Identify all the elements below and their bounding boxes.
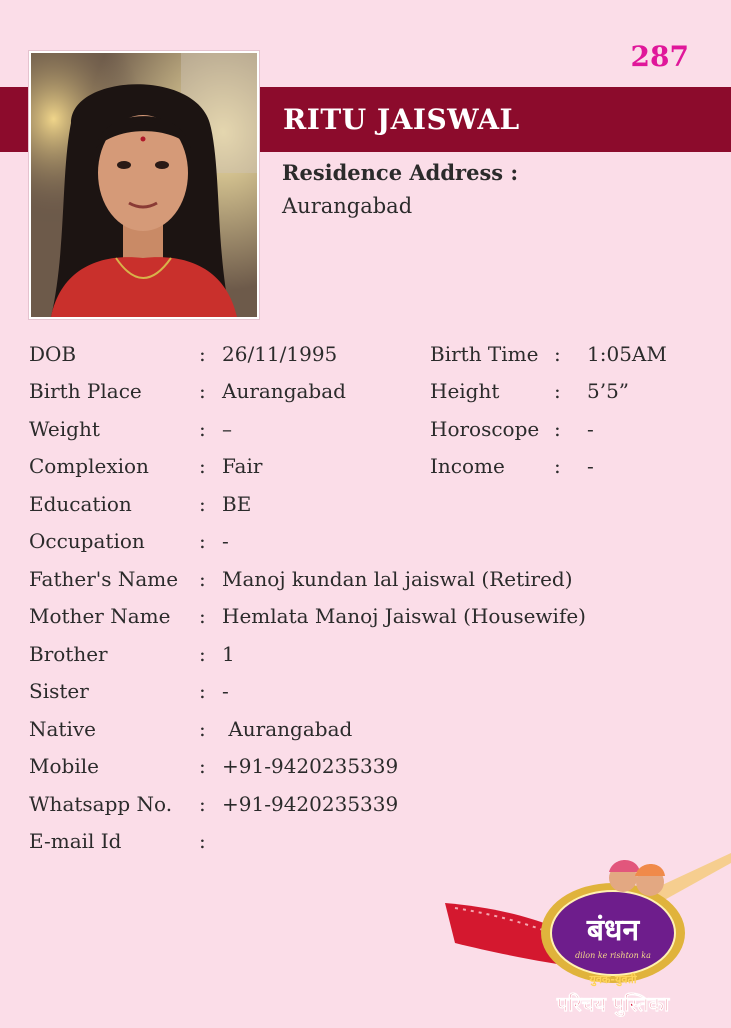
detail-label: Mobile <box>29 754 99 778</box>
detail-value: 5’5” <box>587 379 630 403</box>
residence-address-value: Aurangabad <box>282 194 413 218</box>
detail-value: Manoj kundan lal jaiswal (Retired) <box>222 567 573 591</box>
detail-colon: : <box>199 492 206 516</box>
detail-colon: : <box>554 417 561 441</box>
detail-value: Hemlata Manoj Jaiswal (Housewife) <box>222 604 586 628</box>
detail-value: 1 <box>222 642 235 666</box>
detail-label: Brother <box>29 642 108 666</box>
detail-value: – <box>222 417 232 441</box>
detail-colon: : <box>199 679 206 703</box>
detail-colon: : <box>199 529 206 553</box>
detail-colon: : <box>199 417 206 441</box>
profile-name: RITU JAISWAL <box>283 103 520 136</box>
detail-label: Father's Name <box>29 567 179 591</box>
detail-label: Native <box>29 717 96 741</box>
detail-value: 1:05AM <box>587 342 667 366</box>
detail-colon: : <box>199 642 206 666</box>
detail-colon: : <box>199 342 206 366</box>
residence-address-label: Residence Address : <box>282 160 519 185</box>
detail-label: Occupation <box>29 529 145 553</box>
detail-label: Height <box>430 379 500 403</box>
detail-value: Aurangabad <box>222 379 346 403</box>
detail-value: - <box>587 417 594 441</box>
detail-value: - <box>587 454 594 478</box>
detail-label: Mother Name <box>29 604 171 628</box>
detail-label: Complexion <box>29 454 149 478</box>
detail-label: Birth Place <box>29 379 142 403</box>
detail-colon: : <box>554 342 561 366</box>
detail-colon: : <box>199 792 206 816</box>
bandhan-logo-graphic <box>445 848 731 1024</box>
detail-label: Sister <box>29 679 89 703</box>
detail-value: Fair <box>222 454 263 478</box>
detail-value: - <box>222 529 229 553</box>
detail-value: BE <box>222 492 252 516</box>
detail-colon: : <box>199 829 206 853</box>
detail-label: Horoscope <box>430 417 540 441</box>
detail-colon: : <box>554 379 561 403</box>
detail-label: DOB <box>29 342 77 366</box>
logo-subtitle-1: युवक-युवती <box>589 973 637 986</box>
logo-tagline: dilon ke rishton ka <box>575 951 651 960</box>
detail-colon: : <box>199 754 206 778</box>
detail-value: +91-9420235339 <box>222 792 399 816</box>
logo-subtitle-2: परिचय पुस्तिका <box>556 992 670 1016</box>
detail-value: +91-9420235339 <box>222 754 399 778</box>
bandhan-logo <box>445 848 731 1024</box>
page-number: 287 <box>630 40 689 73</box>
portrait-image <box>31 53 257 317</box>
detail-label: E-mail Id <box>29 829 122 853</box>
detail-value: Aurangabad <box>222 717 353 741</box>
detail-colon: : <box>199 454 206 478</box>
detail-label: Weight <box>29 417 100 441</box>
profile-photo <box>29 51 259 319</box>
detail-colon: : <box>199 379 206 403</box>
detail-label: Education <box>29 492 132 516</box>
detail-label: Income <box>430 454 505 478</box>
detail-colon: : <box>554 454 561 478</box>
detail-colon: : <box>199 717 206 741</box>
detail-label: Whatsapp No. <box>29 792 173 816</box>
detail-colon: : <box>199 604 206 628</box>
detail-value: 26/11/1995 <box>222 342 338 366</box>
detail-colon: : <box>199 567 206 591</box>
logo-title: बंधन <box>586 913 640 948</box>
detail-value: - <box>222 679 229 703</box>
detail-label: Birth Time <box>430 342 539 366</box>
